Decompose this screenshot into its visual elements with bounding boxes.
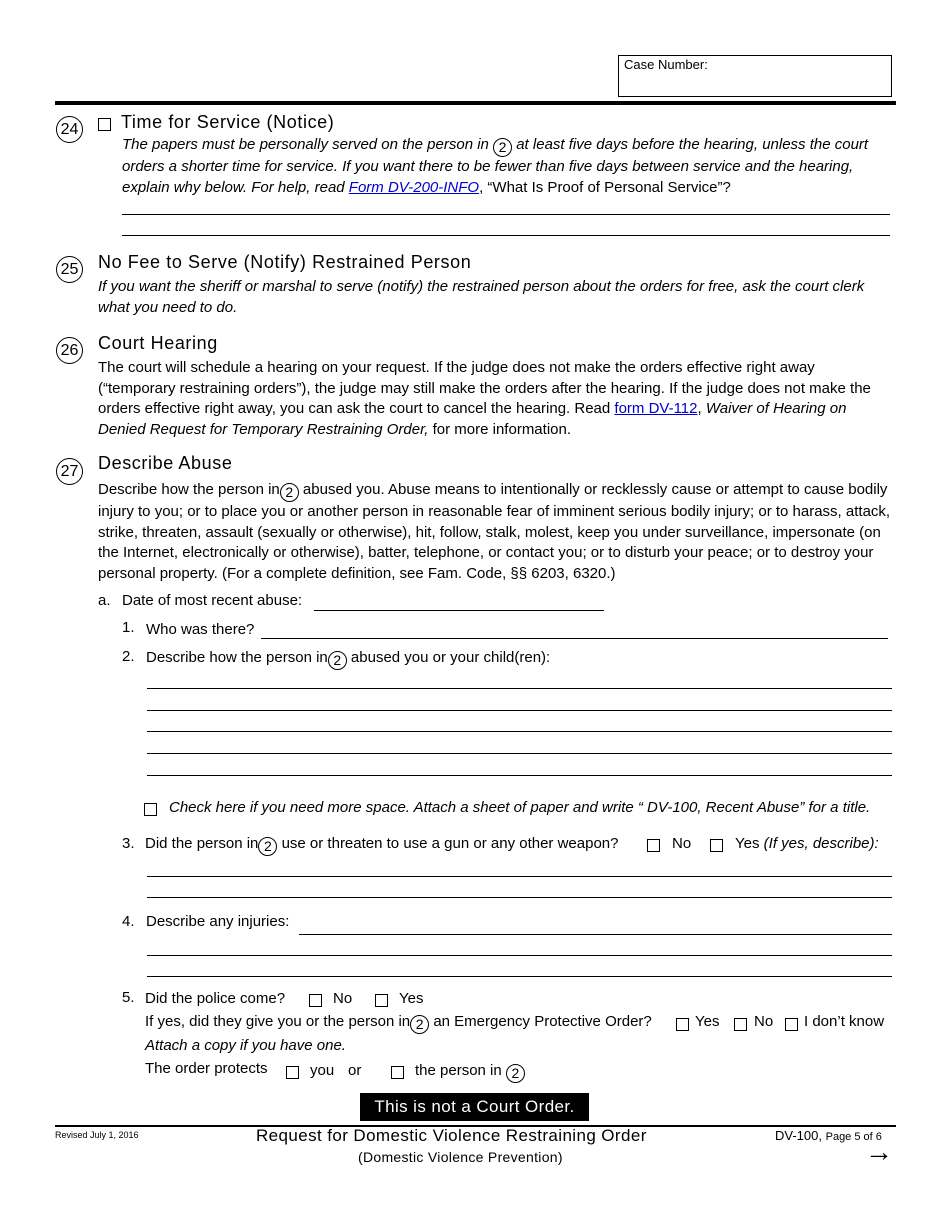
section-26-text: The court will schedule a hearing on your request. If the judge does not make the orders effective right away (“temporary restraining orders”), the judge may still make the orders after the hearing. If the judge does not make the orders effective right away, you can ask the court to cancel the hearing. Read form DV-112, Waiver of Hearing on Denied Request for Temporary Restraining Order, for more information. (98, 359, 871, 438)
weapon-yes-checkbox[interactable] (710, 839, 723, 852)
abuse-description-line-4[interactable] (147, 753, 892, 754)
q2-number: 2. (122, 648, 135, 665)
weapon-description-line-1[interactable] (147, 876, 892, 877)
protects-or-label: or (348, 1062, 362, 1079)
section-25-title: No Fee to Serve (Notify) Restrained Person (98, 252, 472, 272)
page-number: Page 5 of 6 (825, 1131, 882, 1143)
abuse-description-line-2[interactable] (147, 710, 892, 711)
injuries-line-3[interactable] (147, 976, 892, 977)
section-26-title: Court Hearing (98, 333, 218, 353)
weapon-no-checkbox[interactable] (647, 839, 660, 852)
ref-circle: 2 (280, 483, 299, 502)
protects-person-checkbox[interactable] (391, 1066, 404, 1079)
protects-you-label: you (310, 1062, 335, 1079)
police-yes-label: Yes (399, 990, 424, 1007)
injuries-line-1[interactable] (299, 934, 892, 935)
item-a-letter: a. (98, 592, 111, 609)
next-page-arrow-icon: → (865, 1136, 893, 1167)
weapon-description-line-2[interactable] (147, 897, 892, 898)
injuries-line-2[interactable] (147, 955, 892, 956)
form-dv-112-link[interactable]: form DV-112 (614, 400, 698, 417)
epo-dont-know-checkbox[interactable] (785, 1018, 798, 1031)
time-for-service-checkbox[interactable] (98, 118, 111, 131)
epo-yes-label: Yes (695, 1013, 720, 1030)
epo-dont-know-label: I don’t know (804, 1013, 885, 1030)
q3-number: 3. (122, 835, 135, 852)
q5-number: 5. (122, 989, 135, 1006)
more-space-checkbox[interactable] (144, 803, 157, 816)
police-yes-checkbox[interactable] (375, 994, 388, 1007)
order-protects-label: The order protects (145, 1060, 268, 1077)
police-no-checkbox[interactable] (309, 994, 322, 1007)
ref-circle: 2 (493, 138, 512, 157)
injuries-label: Describe any injuries: (146, 913, 290, 930)
item-number-26: 26 (56, 337, 83, 364)
ref-circle: 2 (506, 1064, 525, 1083)
q1-number: 1. (122, 619, 135, 636)
header-divider (55, 101, 896, 105)
form-dv-200-info-link[interactable]: Form DV-200-INFO (348, 178, 480, 196)
epo-no-label: No (754, 1013, 774, 1030)
ref-circle: 2 (410, 1015, 429, 1034)
weapon-yes-label: Yes (If yes, describe): (735, 835, 879, 852)
date-of-abuse-field[interactable] (314, 610, 604, 611)
revised-date: Revised July 1, 2016 (55, 1130, 139, 1140)
date-of-abuse-label: Date of most recent abuse: (122, 592, 303, 609)
not-court-order-notice: This is not a Court Order. (360, 1093, 589, 1121)
protects-person-label: the person in 2 (415, 1062, 525, 1083)
section-24-text: The papers must be personally served on the person in 2 at least five days before the hearing, unless the court orders a shorter time for service. If you want there to be fewer than five days between service and the hearing, explain why below. For help, read Form DV-200-INFO, “What Is Proof of Personal Service”? (122, 136, 869, 196)
epo-question-label: If yes, did they give you or the person in 2 an Emergency Protective Order? (145, 1013, 652, 1032)
epo-no-checkbox[interactable] (734, 1018, 747, 1031)
ref-circle: 2 (258, 837, 277, 856)
police-label: Did the police come? (145, 990, 286, 1007)
service-explanation-line-2[interactable] (122, 235, 890, 236)
section-27-text: Describe how the person in 2 abused you. Abuse means to intentionally or recklessly cause or attempt to cause bodily injury to you; or to place you or another person in reasonable fear of imminent serious bodily injury; or to harass, attack, strike, threaten, assault (sexually or otherwise), hit, follow, stalk, molest, keep you under surveillance, impersonate (on the Internet, electronically or otherwise), batter, telephone, or contact you; or to disturb your peace; or to destroy your personal property. (For a complete definition, see Fam. Code, §§ 6203, 6320.) (98, 481, 891, 582)
more-space-label: Check here if you need more space. Attach a sheet of paper and write “ DV-100, Recent Abuse” for a title. (169, 799, 871, 816)
ref-circle: 2 (328, 651, 347, 670)
service-explanation-line-1[interactable] (122, 214, 890, 215)
epo-yes-checkbox[interactable] (676, 1018, 689, 1031)
item-number-27: 27 (56, 458, 83, 485)
item-number-25: 25 (56, 256, 83, 283)
weapon-no-label: No (672, 835, 692, 852)
abuse-description-line-1[interactable] (147, 688, 892, 689)
who-was-there-field[interactable] (261, 638, 888, 639)
form-subtitle: (Domestic Violence Prevention) (358, 1149, 563, 1165)
item-number-24: 24 (56, 116, 83, 143)
protects-you-checkbox[interactable] (286, 1066, 299, 1079)
form-id: DV-100, (775, 1128, 822, 1143)
who-was-there-label: Who was there? (146, 621, 255, 638)
abuse-description-line-5[interactable] (147, 775, 892, 776)
section-25-text: If you want the sheriff or marshal to serve (notify) the restrained person about the orders for free, ask the court clerk what you need to do. (98, 278, 865, 316)
attach-copy-note: Attach a copy if you have one. (145, 1037, 346, 1054)
section-24-title: Time for Service (Notice) (121, 112, 335, 132)
q3-label: Did the person in 2 use or threaten to use a gun or any other weapon? (145, 835, 619, 854)
form-title: Request for Domestic Violence Restraining Order (256, 1126, 647, 1145)
abuse-description-line-3[interactable] (147, 731, 892, 732)
q2-label: Describe how the person in 2 abused you or your child(ren): (146, 649, 551, 668)
section-27-title: Describe Abuse (98, 453, 233, 473)
case-number-label: Case Number: (624, 57, 708, 72)
q4-number: 4. (122, 913, 135, 930)
police-no-label: No (333, 990, 353, 1007)
case-number-box[interactable] (618, 55, 892, 97)
